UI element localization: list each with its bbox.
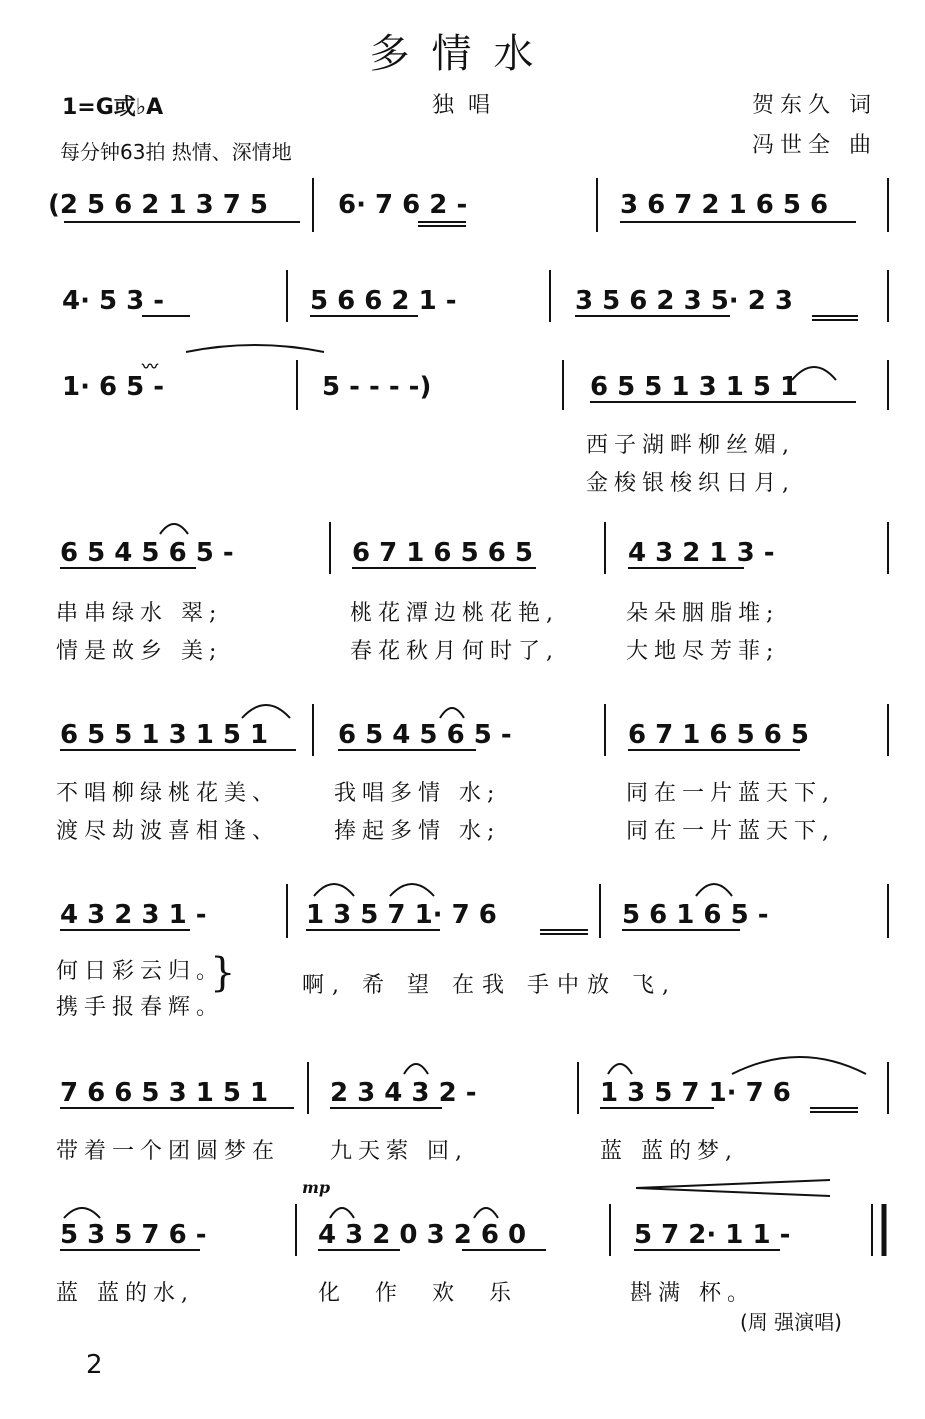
slur <box>440 708 464 718</box>
slur <box>390 884 434 896</box>
lyric-verse-1: 斟满 杯。 <box>630 1281 755 1306</box>
lyric-verse-1: 西子湖畔柳丝媚, <box>586 433 795 458</box>
lyric-verse-1: 蓝 蓝的水, <box>56 1281 194 1306</box>
measure: 4 3 2 0 3 2 6 0 <box>318 1220 527 1250</box>
measure: 2 3 4 3 2 - <box>330 1078 477 1108</box>
measure: (2 5 6 2 1 3 7 5 <box>48 190 268 220</box>
slur <box>160 524 188 534</box>
lyric-verse-1: 九天萦 回, <box>330 1139 468 1164</box>
measure: 6 5 5 1 3 1 5 1 <box>590 372 799 402</box>
slur <box>242 705 290 718</box>
hairpin <box>636 1188 830 1196</box>
measure: 1 3 5 7 1· 7 6 <box>306 900 497 930</box>
lyric-verse-2: 同在一片蓝天下, <box>626 819 835 844</box>
measure: 3 5 6 2 3 5· 2 3 <box>575 286 793 316</box>
lyric-verse-1: 化 作 欢 乐 <box>318 1281 525 1306</box>
lyric-verse-2: 携手报春辉。 <box>56 995 225 1020</box>
measure: 4 3 2 3 1 - <box>60 900 207 930</box>
measure: 5 6 1 6 5 - <box>622 900 769 930</box>
dynamic-marking: mp <box>302 1178 331 1197</box>
measure: 6 5 5 1 3 1 5 1 <box>60 720 269 750</box>
slur <box>732 1057 866 1074</box>
lyric-verse-2: 春花秋月何时了, <box>350 639 559 664</box>
lyric-verse-1: 我唱多情 水; <box>334 781 501 806</box>
ornament: 〰 <box>142 357 159 376</box>
measure: 6 5 4 5 6 5 - <box>60 538 234 568</box>
lyric-brace: } <box>210 950 236 996</box>
performance-form: 独唱 <box>432 93 505 118</box>
key-signature: 1=G或♭A <box>62 95 164 120</box>
slur <box>474 1208 498 1218</box>
performer-credit: (周 强演唱) <box>740 1310 842 1334</box>
slur <box>608 1064 632 1074</box>
measure: 5 7 2· 1 1 - <box>634 1220 791 1250</box>
lyric-verse-1: 同在一片蓝天下, <box>626 781 835 806</box>
lyric-shared: 啊, 希 望 在我 手中放 飞, <box>302 973 677 998</box>
lyric-verse-1: 桃花潭边桃花艳, <box>350 601 559 626</box>
measure: 4 3 2 1 3 - <box>628 538 775 568</box>
slur <box>64 1208 100 1218</box>
lyricist-credit: 贺东久 词 <box>752 93 877 118</box>
lyric-verse-2: 情是故乡 美; <box>56 639 223 664</box>
measure: 3 6 7 2 1 6 5 6 <box>620 190 829 220</box>
tempo-marking: 每分钟63拍 热情、深情地 <box>60 140 292 164</box>
measure: 6 5 4 5 6 5 - <box>338 720 512 750</box>
slur <box>404 1064 428 1074</box>
slur <box>792 367 836 380</box>
page-number: 2 <box>86 1350 103 1380</box>
lyric-verse-2: 金梭银梭织日月, <box>586 471 795 496</box>
slur <box>330 1208 354 1218</box>
composer-credit: 冯世全 曲 <box>752 133 877 158</box>
lyric-verse-1: 不唱柳绿桃花美、 <box>56 781 281 806</box>
lyric-verse-2: 大地尽芳菲; <box>626 639 780 664</box>
measure: 5 6 6 2 1 - <box>310 286 457 316</box>
slur <box>696 884 732 896</box>
lyric-verse-2: 捧起多情 水; <box>334 819 501 844</box>
measure: 7 6 6 5 3 1 5 1 <box>60 1078 269 1108</box>
measure: 6 7 1 6 5 6 5 <box>628 720 809 750</box>
song-title: 多情水 <box>369 31 556 77</box>
measure: 1 3 5 7 1· 7 6 <box>600 1078 791 1108</box>
lyric-verse-1: 朵朵胭脂堆; <box>626 601 780 626</box>
lyric-verse-1: 串串绿水 翠; <box>56 601 223 626</box>
measure: 1· 6 5 - <box>62 372 165 402</box>
lyric-verse-1: 蓝 蓝的梦, <box>600 1139 738 1164</box>
slur <box>186 345 324 352</box>
lyric-verse-1: 何日彩云归。 <box>56 959 225 984</box>
measure: 5 3 5 7 6 - <box>60 1220 207 1250</box>
lyric-verse-1: 带着一个团圆梦在 <box>56 1139 281 1164</box>
measure: 5 - - - -) <box>322 372 432 402</box>
lyric-verse-2: 渡尽劫波喜相逢、 <box>56 819 281 844</box>
measure: 6 7 1 6 5 6 5 <box>352 538 533 568</box>
measure: 6· 7 6 2 - <box>338 190 468 220</box>
measure: 4· 5 3 - <box>62 286 165 316</box>
slur <box>314 884 354 896</box>
hairpin <box>636 1180 830 1188</box>
